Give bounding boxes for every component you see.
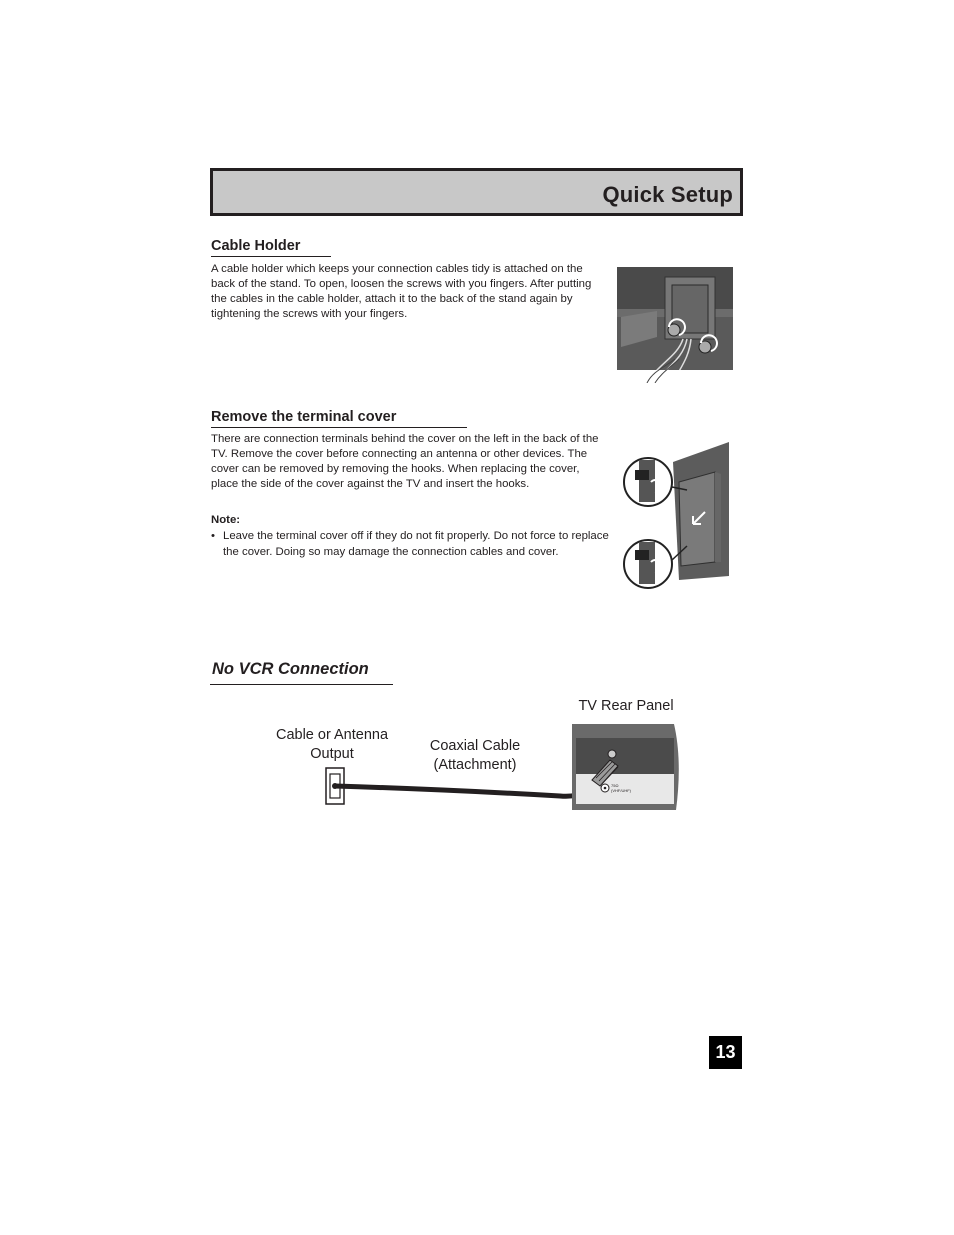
bullet-marker: • <box>211 530 215 542</box>
tv-rear-panel-label: TV Rear Panel <box>578 698 674 714</box>
cable-holder-text: A cable holder which keeps your connection cables tidy is attached on the back of the stand. To open, loosen the screws with you fingers. After putting the cables in the cable holder, attach it to the back of the stand again by tightening the screws with your fingers. <box>211 263 592 320</box>
page-number: 13 <box>709 1036 742 1069</box>
coaxial-cable-icon <box>335 772 604 796</box>
terminal-cover-text: There are connection terminals behind the cover on the left in the back of the TV. Remove the cover before connecting an antenna or other devices. The cover can be removed by removing the hooks. When replacing the cover, place the side of the cover against the TV and insert the hooks. <box>211 433 599 490</box>
no-vcr-heading: No VCR Connection <box>212 660 369 678</box>
cable-holder-illustration <box>617 267 733 383</box>
coaxial-cable-label-line1: Coaxial Cable <box>429 738 521 754</box>
no-vcr-connection-diagram <box>320 720 690 815</box>
no-vcr-heading-rule <box>210 684 393 685</box>
terminal-cover-illustration <box>621 442 731 592</box>
page-title: Quick Setup <box>602 182 733 207</box>
terminal-cover-heading: Remove the terminal cover <box>211 409 467 428</box>
note-label: Note: <box>211 514 241 526</box>
cable-output-label-line2: Output <box>310 746 354 762</box>
note-bullet <box>211 529 609 560</box>
svg-text:(VHF/UHF): (VHF/UHF) <box>611 788 631 793</box>
cable-holder-heading: Cable Holder <box>211 238 331 257</box>
section-header-bar <box>210 168 743 216</box>
cable-output-label-line1: Cable or Antenna <box>275 727 389 743</box>
coaxial-cable-label-line2: (Attachment) <box>433 757 517 773</box>
note-text: Leave the terminal cover off if they do not fit properly. Do not force to replace the cover. Doing so may damage the connection cables and cover. <box>223 530 609 558</box>
svg-text:75Ω: 75Ω <box>611 783 619 788</box>
